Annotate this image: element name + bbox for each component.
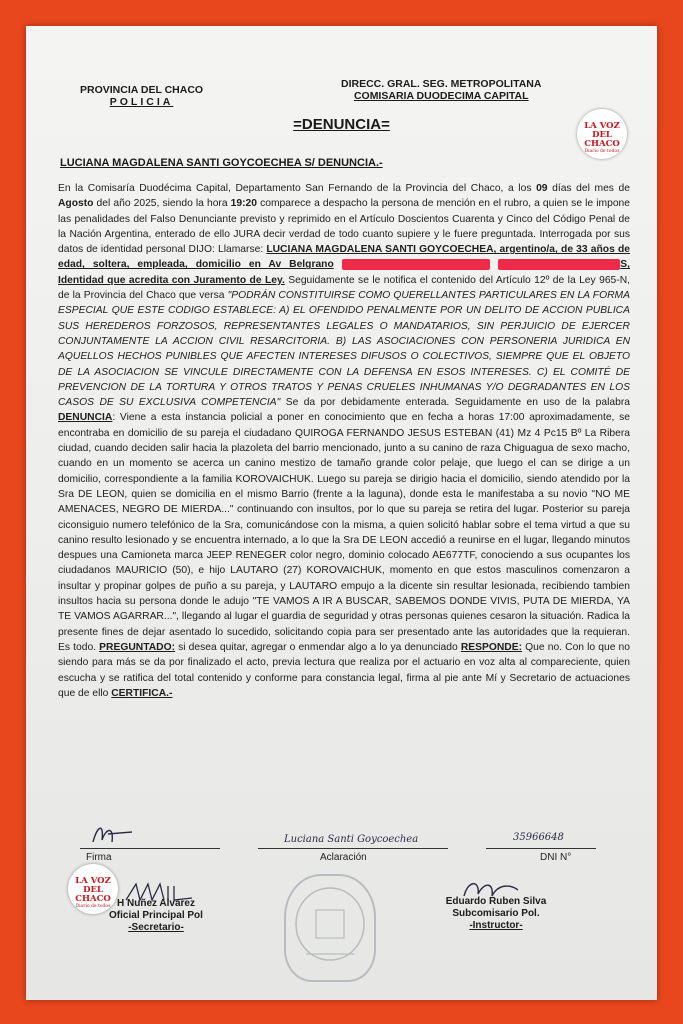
instructor-name: Eduardo Ruben Silva (445, 896, 547, 907)
handwritten-name: Luciana Santi Goycoechea (284, 834, 419, 845)
police-label: POLICIA (109, 96, 174, 108)
secretary-role: -Secretario- (128, 922, 184, 933)
header-right (341, 78, 541, 102)
seal-icon (286, 876, 374, 980)
header-left (80, 84, 203, 108)
logo-name: LA VOZ DEL CHACO (584, 121, 620, 149)
secretary-title: Oficial Principal Pol (109, 910, 203, 921)
document-title: =DENUNCIA= (293, 116, 390, 133)
logo-tagline: Diario de todos (75, 904, 111, 909)
firma-label: Firma (86, 852, 112, 863)
instructor-role: -Instructor- (469, 920, 523, 931)
denuncia-paragraph: En la Comisaría Duodécima Capital, Departamento San Fernando de la Provincia del Chaco, a los 09 días del mes de Agosto del año 2025, siendo la hora 19:20 comparece a despacho la persona de mención en el rubro, a quien se le impone las penalidades del Falso Denunciante previsto y reprimido en el Artículo Doscientos Cuarenta y Cinco del Código Penal de la Nación Argentina, enterado de ello JURA decir verdad de todo cuanto supiere y le fuere preguntada. Interrogada por sus datos de identidad personal DIJO: Llamarse: LUCIANA MAGDALENA SANTI GOYCOECHEA, argentino/a, de 33 años de edad, soltera, empleada, domicilio en Av Belgrano S, Identidad que acredita con Juramento de Ley. Seguidamente se le notifica el contenido del Artículo 12º de la Ley 965-N, de la Provincia del Chaco que versa "PODRÁN CONSTITUIRSE COMO QUERELLANTES PARTICULARES EN LA FORMA ESPECIAL QUE ESTE CODIGO ESTABLECE: A) EL OFENDIDO PENALMENTE POR UN DELITO DE ACCION PUBLICA SUS HEREDEROS FORZOSOS, REPRESENTANTES LEGALES O MANDATARIOS, SIN PERJUICIO DE EJERCER CONJUNTAMENTE LA ACCION CIVIL RESARCITORIA. B) LAS ASOCIACIONES CON PERSONERIA JURIDICA EN AQUELLOS HECHOS PUNIBLES QUE AFECTEN INTERESES DIFUSOS O COLECTIVOS, SIEMPRE QUE EL OBJETO DE LA ASOCIACION SE VINCULE DIRECTAMENTE CON LA DEFENSA EN ESOS INTERESES. C) EL COMITÉ DE PREVENCION DE LA TORTURA Y OTROS TRATOS Y PENAS CRUELES INHUMANAS Y/O DEGRADANTES EN LOS CASOS DE SU EXCLUSIVA COMPETENCIA" Se da por debidamente enterada. Seguidamente en uso de la palabra DENUNCIA: Viene a esta instancia policial a poner en conocimiento que en fecha a horas 17:00 aproximadamente, se encontraba en domicilio de su pareja el ciudadano QUIROGA FERNANDO JESUS ESTEBAN (41) Mz 4 Pc15 Bº La Ribera ciudad, cuando deciden salir hacia la plazoleta del barrio mencionado, junto a su canino de raza Chiguagua de sexo macho, cuando en un momento se acerca un canino mestizo de tamaño grande color pelaje, que luego el can se dirige a un domicilio, correspondiente a la familia KOROVAICHUK. Luego su pareja se dirigio hacia el domicilio, siendo atendido por la Sra DE LEON, quien se domicilia en el mismo Barrio (frente a la laguna), donde esta le manifestaba a su novio "NO ME AMENACES, NEGRO DE MIERDA..." continuando con insultos, por lo que su pareja se retira del lugar. Posterior su pareja ciconsiguio numero telefónico de la Sra, comunicándose con la misma, a quien solicitó hablar sobre el tema virtud a que su canino resulto lesionado y se encuentra internado, a lo que la Sra DE LEON accedió a reunirse en el lugar, llegando minutos despues una Camioneta marca JEEP RENEGER color negro, dominio colocado AE677TF, conociendo a sus ocupantes los ciudadanos MAURICIO (50), e hijo LAUTARO (27) KOROVAICHUK, momento en que estos masculinos comenzaron a insultar y propinar golpes de puño a su pareja, y LAUTARO empujo a la dicente sin resultar lesionada, recibiendo tambien insultos hacia su persona donde le adujo "TE VAMOS A IR A BUSCAR, SABEMOS DONDE VIVIS, PUTA DE MIERDA, YA TE VAMOS AGARRAR...", llegando al lugar el guardia de seguridad y otras personas quienes cesaron la situación. Radica la presente fines de dejar asentado lo sucedido, solicitando copia para ser presentado ante las autoridades que la requieran. Es todo. PREGUNTADO: si desea quitar, agregar o enmendar algo a lo ya denunciado RESPONDE: Que no. Con lo que no siendo para más se da por finalizado el acto, previa lectura que realiza por el actuario en voz alta al compareciente, quien escucha y se ratifica del total contenido y conforme para constancia legal, firma al pie ante Mí y Secretario de actuaciones que de ello CERTIFICA.- (58, 183, 631, 699)
police-seal-stamp (284, 874, 376, 982)
dni-label: DNI N° (540, 852, 572, 863)
secretary-block (96, 898, 216, 934)
document-body (58, 181, 630, 701)
document-subject: LUCIANA MAGDALENA SANTI GOYCOECHEA S/ DENUNCIA.- (60, 157, 383, 169)
redaction-1 (342, 259, 490, 270)
instructor-title: Subcomisario Pol. (452, 908, 540, 919)
secretary-name: H Nuñez Alvarez (117, 898, 195, 909)
identity-text: LUCIANA MAGDALENA SANTI GOYCOECHEA, argentino/a, de 33 años de edad, soltera, empleada, domicilio en Av Belgrano (58, 244, 630, 271)
firma-line (80, 848, 220, 849)
logo-tagline: Diario de todos (584, 149, 620, 154)
instructor-block (426, 896, 566, 932)
aclaracion-line (258, 848, 448, 849)
logo-name: LA VOZ DEL CHACO (75, 876, 111, 904)
signature-scribble-1 (88, 820, 138, 848)
document-page (26, 26, 657, 1000)
precinct-label: COMISARIA DUODECIMA CAPITAL (353, 90, 529, 102)
aclaracion-label: Aclaración (320, 852, 367, 863)
dni-line (486, 848, 596, 849)
law-quote: "PODRÁN CONSTITUIRSE COMO QUERELLANTES PARTICULARES EN LA FORMA ESPECIAL QUE ESTE CODIGO ESTABLECE: A) EL OFENDIDO PENALMENTE POR UN DELITO DE ACCION PUBLICA SUS HEREDEROS FORZOSOS, REPRESENTANTES LEGALES O MANDATARIOS, SIN PERJUICIO DE EJERCER CONJUNTAMENTE LA ACCION CIVIL RESARCITORIA. B) LAS ASOCIACIONES CON PERSONERIA JURIDICA EN AQUELLOS HECHOS PUNIBLES QUE AFECTEN INTERESES DIFUSOS O COLECTIVOS, SIEMPRE QUE EL OBJETO DE LA ASOCIACION SE VINCULE DIRECTAMENTE CON LA DEFENSA EN ESOS INTERESES. C) EL COMITÉ DE PREVENCION DE LA TORTURA Y OTROS TRATOS Y PENAS CRUELES INHUMANAS Y/O DEGRADANTES EN LOS CASOS DE SU EXCLUSIVA COMPETENCIA" (58, 290, 630, 409)
handwritten-dni: 35966648 (513, 832, 564, 843)
province-label: PROVINCIA DEL CHACO (80, 84, 204, 96)
directorate-label: DIRECC. GRAL. SEG. METROPOLITANA (341, 78, 542, 90)
redaction-2 (498, 259, 620, 270)
